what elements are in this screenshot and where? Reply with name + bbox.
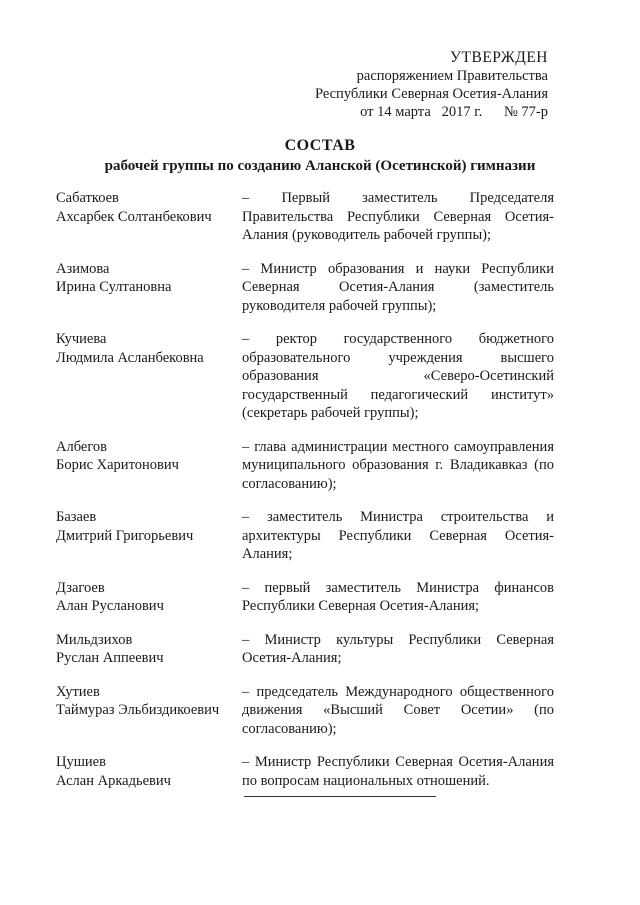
member-name: [56, 753, 242, 790]
member-given-name: Борис Харитонович: [56, 457, 179, 473]
member-surname: Сабаткоев: [56, 190, 119, 206]
approval-line-1: распоряжением Правительства: [356, 68, 548, 84]
member-given-name: Таймураз Эльбиздикоевич: [56, 702, 220, 718]
member-entry: [56, 189, 556, 245]
member-given-name: Алан Русланович: [56, 598, 164, 614]
member-given-name: Дмитрий Григорьевич: [56, 527, 194, 544]
member-entry: [56, 438, 556, 494]
member-surname: Цушиев: [56, 754, 106, 770]
member-entry: [56, 683, 556, 739]
member-role: – глава администрации местного самоуправления муниципального образования г. Владикавказ (по согласованию);: [242, 438, 554, 492]
member-surname: Албегов: [56, 438, 108, 455]
member-entry: [56, 753, 556, 790]
member-entry: [56, 631, 556, 668]
member-given-name: Руслан Аппеевич: [56, 650, 164, 666]
member-given-name: Ахсарбек Солтанбекович: [56, 208, 212, 225]
member-name: [56, 579, 242, 616]
member-role: – председатель Международного общественного движения «Высший Совет Осетии» (по согласованию);: [242, 683, 554, 737]
end-of-list-rule: [244, 796, 436, 797]
member-surname: Базаев: [56, 509, 97, 525]
member-name: [56, 189, 242, 245]
members-list: [56, 189, 556, 805]
member-surname: Азимова: [56, 260, 110, 277]
member-surname: Хутиев: [56, 683, 100, 700]
member-role: – Первый заместитель Председателя Правительства Республики Северная Осетия-Алания (руководитель рабочей группы);: [242, 190, 554, 243]
approval-block: [315, 49, 548, 121]
member-given-name: Аслан Аркадьевич: [56, 772, 171, 789]
member-name: [56, 683, 242, 739]
member-given-name: Ирина Султановна: [56, 279, 172, 295]
member-role: – Министр Республики Северная Осетия-Алания по вопросам национальных отношений.: [242, 754, 554, 789]
member-entry: [56, 579, 556, 616]
member-name: [56, 438, 242, 494]
member-role: – заместитель Министра строительства и архитектуры Республики Северная Осетия-Алания;: [242, 509, 554, 562]
member-name: [56, 631, 242, 668]
member-name: [56, 508, 242, 564]
approval-title: УТВЕРЖДЕН: [450, 49, 548, 66]
member-surname: Дзагоев: [56, 579, 105, 596]
member-entry: [56, 330, 556, 423]
member-entry: [56, 508, 556, 564]
member-role: – Министр культуры Республики Северная Осетия-Алания;: [242, 631, 554, 666]
approval-date-number: от 14 марта 2017 г. № 77-р: [360, 104, 548, 120]
member-role: – первый заместитель Министра финансов Республики Северная Осетия-Алания;: [242, 579, 554, 614]
member-name: [56, 330, 242, 423]
member-name: [56, 260, 242, 316]
approval-line-2: Республики Северная Осетия-Алания: [314, 86, 548, 102]
document-subtitle: рабочей группы по созданию Аланской (Осетинской) гимназии: [104, 158, 536, 174]
document-heading: [0, 136, 640, 176]
member-surname: Кучиева: [56, 331, 107, 347]
member-role: – ректор государственного бюджетного образовательного учреждения высшего образования «Северо-Осетинский государственный педагогический институт» (секретарь рабочей группы);: [242, 331, 554, 421]
document-title: СОСТАВ: [284, 137, 356, 154]
member-entry: [56, 260, 556, 316]
member-surname: Мильдзихов: [56, 631, 133, 648]
member-role: – Министр образования и науки Республики Северная Осетия-Алания (заместитель руководителя рабочей группы);: [242, 260, 554, 314]
member-given-name: Людмила Асланбековна: [56, 349, 204, 366]
